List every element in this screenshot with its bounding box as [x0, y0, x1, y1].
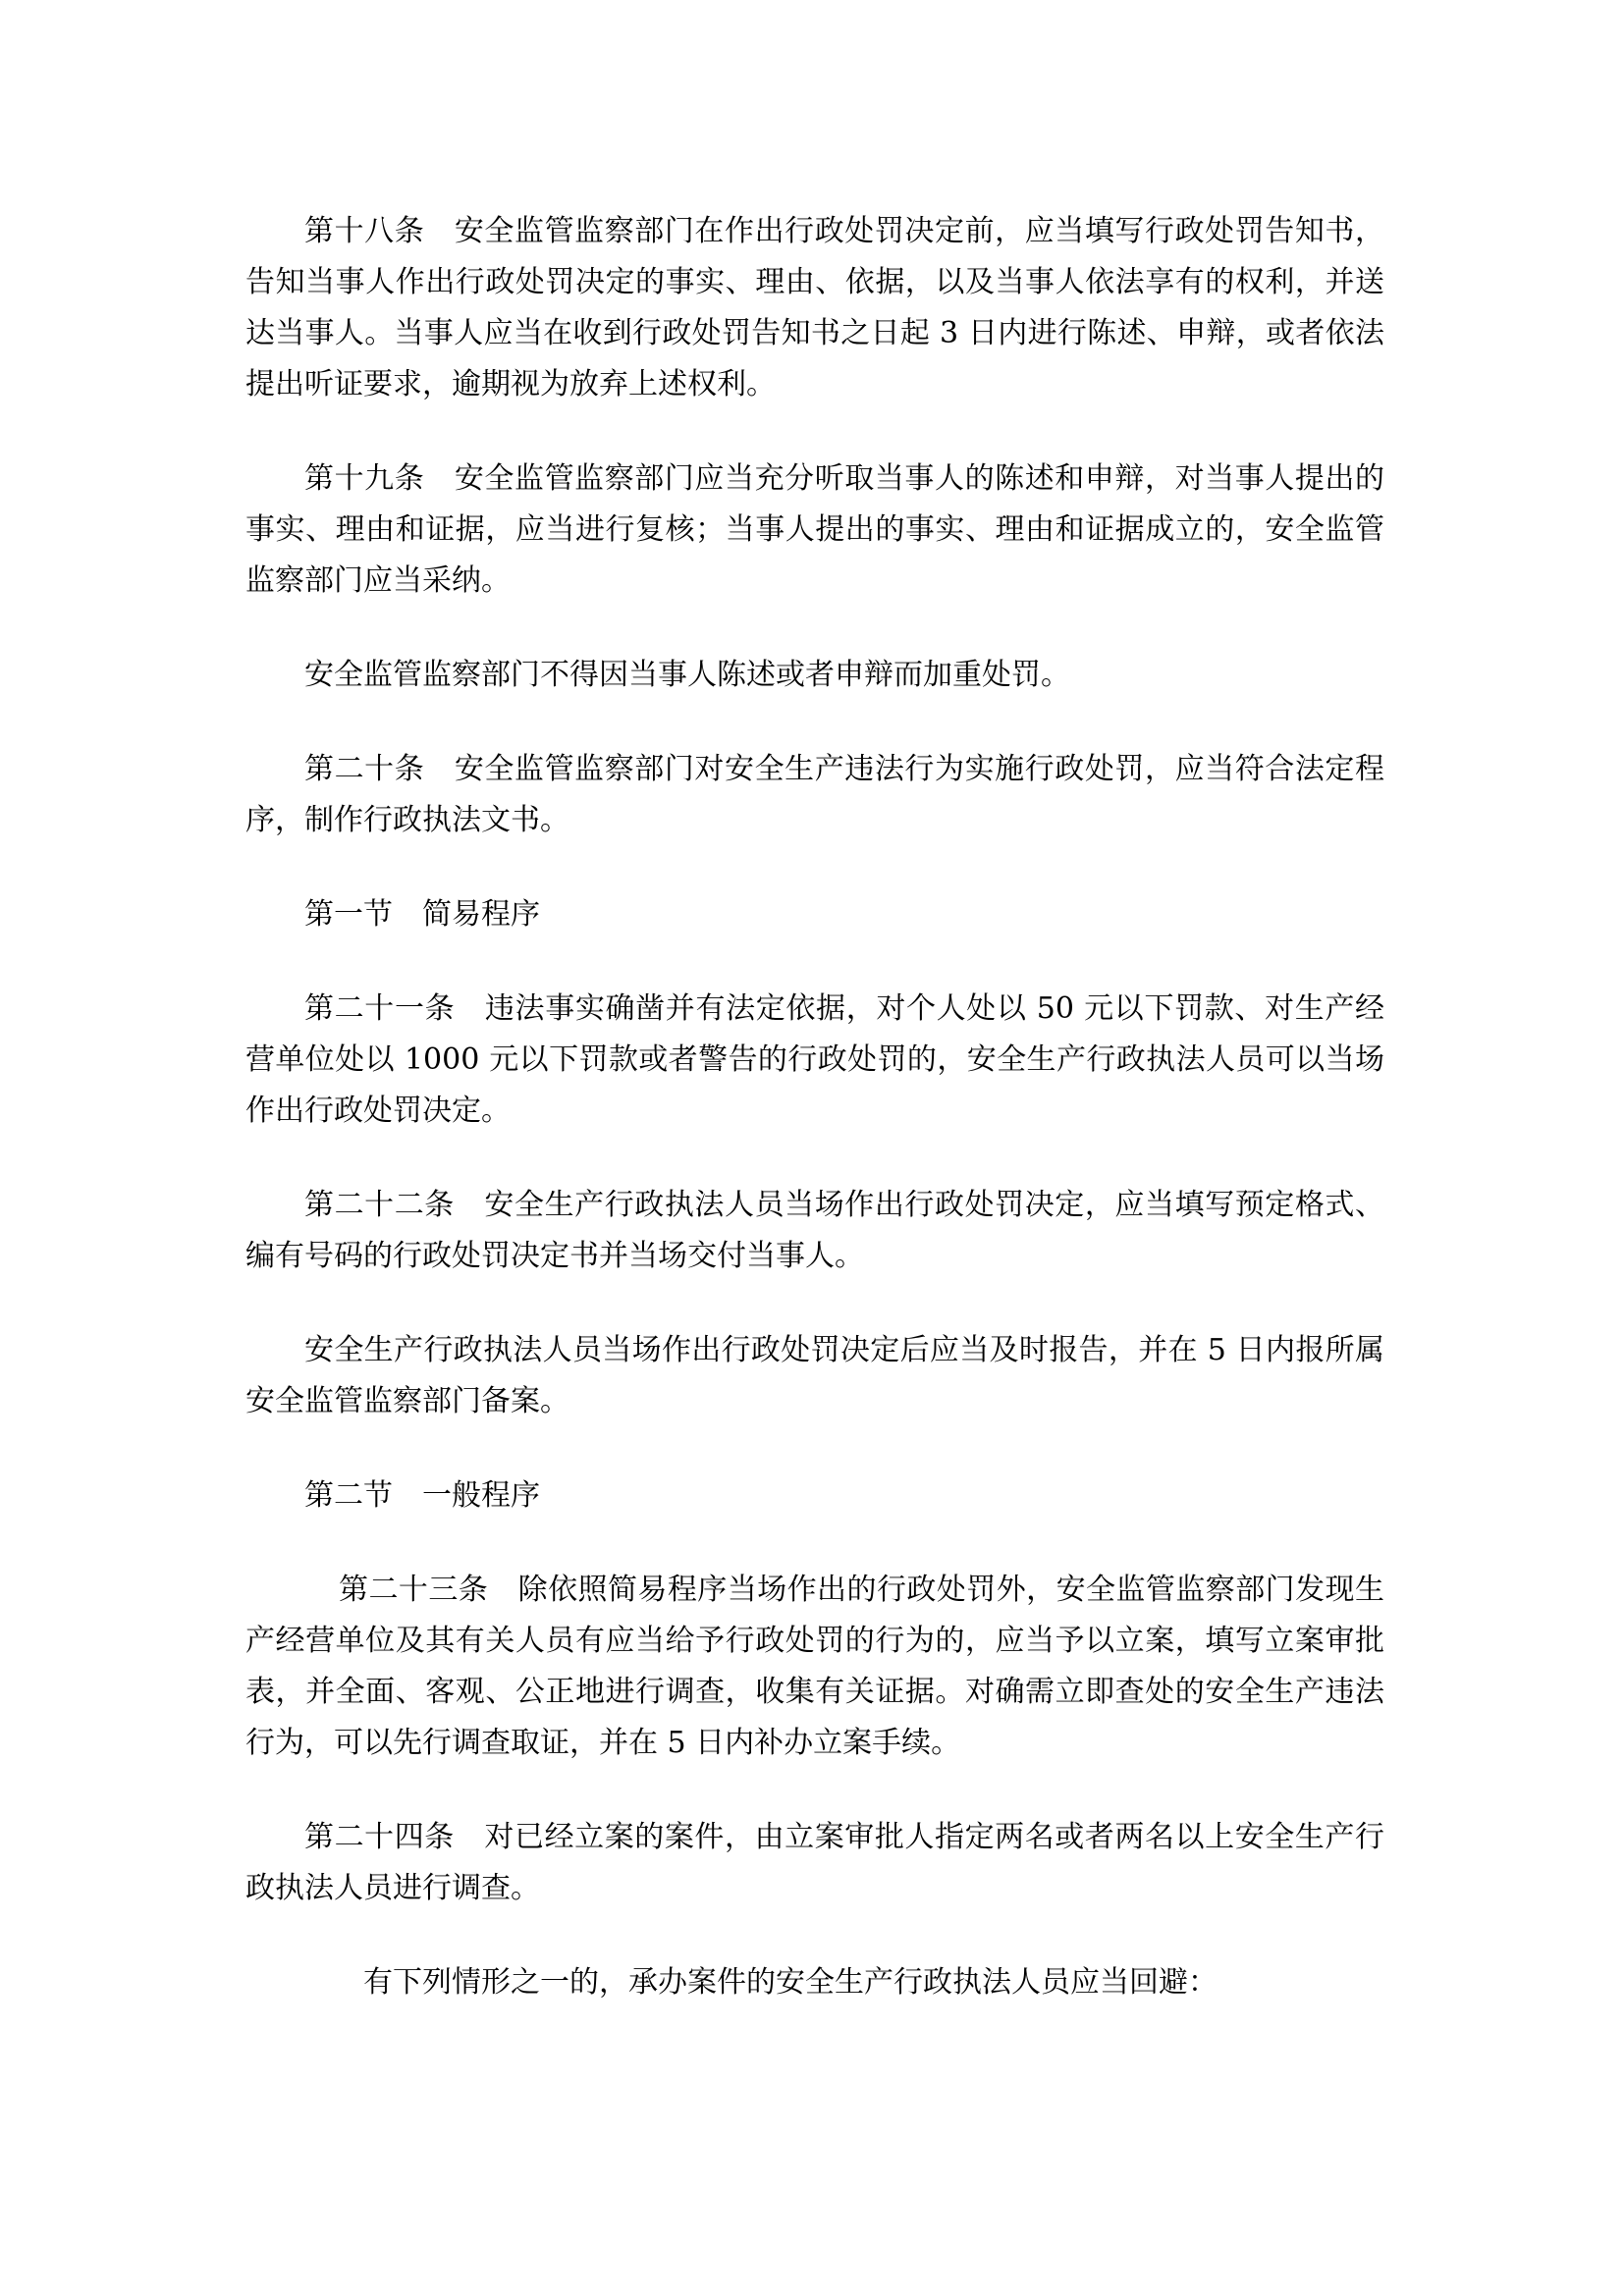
article-18: 第十八条 安全监管监察部门在作出行政处罚决定前，应当填写行政处罚告知书，告知当事人作出行政处罚决定的事实、理由、依据，以及当事人依法享有的权利，并送达当事人。当事人应当在收到行政处罚告知书之日起 3 日内进行陈述、申辩，或者依法提出听证要求，逾期视为放弃上述权利。 [245, 214, 1384, 401]
article-23: 第二十三条 除依照简易程序当场作出的行政处罚外，安全监管监察部门发现生产经营单位及其有关人员有应当给予行政处罚的行为的，应当予以立案，填写立案审批表，并全面、客观、公正地进行调查，收集有关证据。对确需立即查处的安全生产违法行为，可以先行调查取证，并在 5 日内补办立案手续。 [245, 1573, 1384, 1760]
article-22-clause-2: 安全生产行政执法人员当场作出行政处罚决定后应当及时报告，并在 5 日内报所属安全监管监察部门备案。 [245, 1333, 1384, 1418]
article-22: 第二十二条 安全生产行政执法人员当场作出行政处罚决定，应当填写预定格式、编有号码的行政处罚决定书并当场交付当事人。 [245, 1188, 1384, 1273]
article-20: 第二十条 安全监管监察部门对安全生产违法行为实施行政处罚，应当符合法定程序，制作行政执法文书。 [245, 752, 1384, 837]
section-2-heading: 第二节 一般程序 [304, 1478, 540, 1513]
article-24: 第二十四条 对已经立案的案件，由立案审批人指定两名或者两名以上安全生产行政执法人员进行调查。 [245, 1820, 1384, 1905]
document-body [245, 206, 1384, 2052]
article-19: 第十九条 安全监管监察部门应当充分听取当事人的陈述和申辩，对当事人提出的事实、理由和证据，应当进行复核；当事人提出的事实、理由和证据成立的，安全监管监察部门应当采纳。 [245, 461, 1384, 598]
article-19-clause-2: 安全监管监察部门不得因当事人陈述或者申辩而加重处罚。 [304, 658, 1070, 692]
article-24-clause-2: 有下列情形之一的，承办案件的安全生产行政执法人员应当回避： [363, 1965, 1218, 2000]
article-21: 第二十一条 违法事实确凿并有法定依据，对个人处以 50 元以下罚款、对生产经营单位处以 1000 元以下罚款或者警告的行政处罚的，安全生产行政执法人员可以当场作出行政处罚决定。 [245, 991, 1384, 1128]
section-1-heading: 第一节 简易程序 [304, 897, 540, 932]
